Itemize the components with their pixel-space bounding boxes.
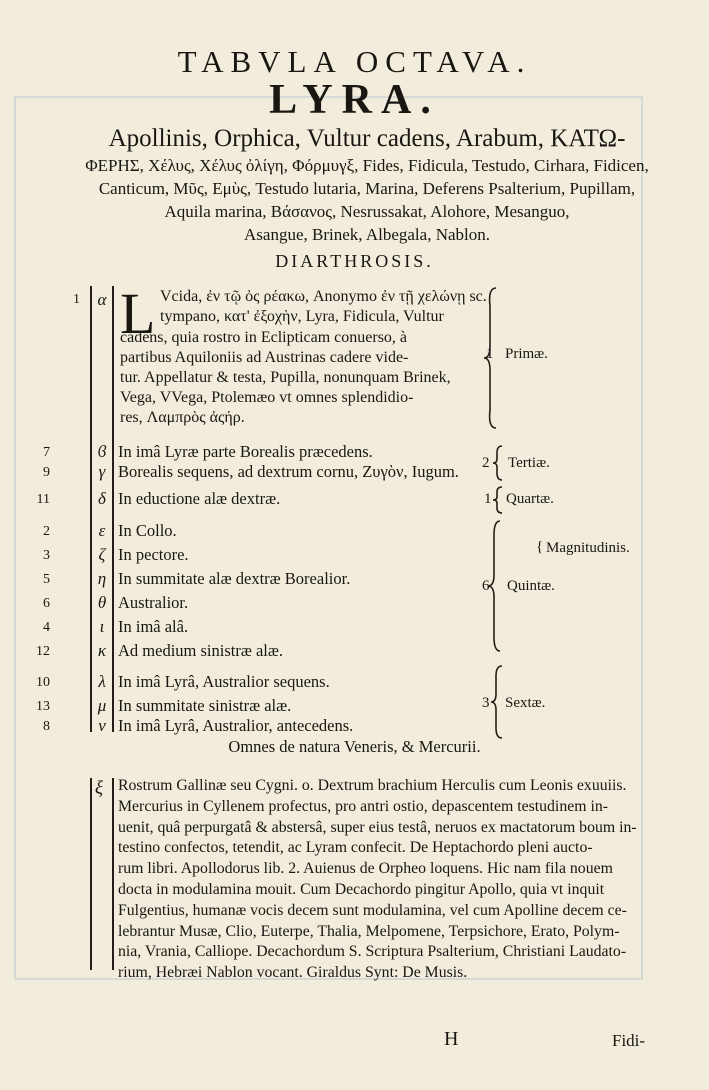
star-description: Borealis sequens, ad dextrum cornu, Ζυγὸν, Iugum. xyxy=(118,462,459,481)
commentary-paragraph xyxy=(118,776,658,984)
paragraph-line: Mercurius in Cyllenem profectus, pro antri ostio, depascentem testudinem in- xyxy=(118,797,609,815)
magnitude-brace xyxy=(488,519,508,653)
alpha-line: Vega, VVega, Ptolemæo vt omnes splendidio- xyxy=(120,389,414,406)
magnitude-brace xyxy=(492,486,506,514)
magnitude-count: 3 xyxy=(482,695,490,711)
alpha-line: tur. Appellatur & testa, Pupilla, nonunquam Brinek, xyxy=(120,369,451,386)
star-letter: ι xyxy=(99,617,105,636)
star-letter: ϐ xyxy=(97,442,107,461)
star-number: 1 xyxy=(73,292,80,307)
column-rule-right xyxy=(112,286,114,732)
paragraph-line: Rostrum Gallinæ seu Cygni. o. Dextrum brachium Herculis cum Leonis exuuiis. xyxy=(118,777,627,794)
column-rule-left-lower xyxy=(90,778,92,970)
drop-cap: L xyxy=(120,281,156,346)
star-description: In imâ alâ. xyxy=(118,617,189,636)
star-number: 9 xyxy=(43,465,50,480)
names-line: Asangue, Brinek, Albegala, Nablon. xyxy=(244,225,490,244)
star-letter: ε xyxy=(98,521,106,540)
paragraph-line: nia, Vrania, Calliope. Decachordum S. Scriptura Psalterium, Christiani Laudato- xyxy=(118,943,627,961)
magnitude-label: Quartæ. xyxy=(506,491,554,507)
star-description: In imâ Lyrâ, Australior, antecedens. xyxy=(118,716,354,735)
star-description: Ad medium sinistræ alæ. xyxy=(118,641,283,660)
star-description: In imâ Lyræ parte Borealis præcedens. xyxy=(118,442,373,461)
star-description: In eductione alæ dextræ. xyxy=(118,489,281,508)
paragraph-line: rium, Hebræi Nablon vocant. Giraldus Synt: De Musis. xyxy=(118,964,468,982)
star-letter: δ xyxy=(98,489,106,508)
star-letter: θ xyxy=(97,593,107,612)
magnitude-label: Tertiæ. xyxy=(508,455,550,471)
star-number: 8 xyxy=(43,719,50,734)
star-number: 7 xyxy=(43,445,50,460)
names-line: Aquila marina, Βάσανος, Nesrussakat, Alohore, Mesanguo, xyxy=(164,202,570,221)
star-letter: η xyxy=(97,569,107,588)
paragraph-line: rum libri. Apollodorus lib. 2. Auienus de Orpheo loquens. Hic nam fila nouem xyxy=(118,860,613,878)
catchword: Fidi- xyxy=(612,1031,646,1050)
star-description: In summitate alæ dextræ Borealior. xyxy=(118,569,351,588)
magnitude-label: Quintæ. xyxy=(507,578,555,594)
names-line: Canticum, Μῦς, Εμὺς, Testudo lutaria, Marina, Deferens Psalterium, Pupillam, xyxy=(98,179,636,198)
alpha-line: res, Λαμπρὸς ἀςήρ. xyxy=(120,409,245,426)
paragraph-line: testino confectos, tetendit, ac Lyram confecit. De Heptachordo pleni aucto- xyxy=(118,839,593,857)
magnitude-brace-open: { xyxy=(536,539,544,555)
star-number: 5 xyxy=(43,572,50,587)
paragraph-line: uenit, quâ perpurgatâ & abstersâ, super eius testâ, neruos ex mactatorum boum in- xyxy=(118,818,637,836)
star-letter: λ xyxy=(98,672,106,691)
nature-statement: Omnes de natura Veneris, & Mercurii. xyxy=(228,737,481,756)
star-letter: ν xyxy=(98,716,106,735)
star-number: 6 xyxy=(43,596,50,611)
star-number: 12 xyxy=(36,644,50,659)
alpha-line: Vcida, ἐν τῷ ὀς ρέακω, Anonymo ἐν τῇ χελώνῃ sc. xyxy=(160,288,487,305)
star-number: 3 xyxy=(43,548,50,563)
column-rule-right-lower xyxy=(112,778,114,970)
star-description: In imâ Lyrâ, Australior sequens. xyxy=(118,672,330,691)
alpha-line: partibus Aquiloniis ad Austrinas cadere vide- xyxy=(120,349,409,366)
alpha-line: cadens, quia rostro in Eclipticam conuerso, à xyxy=(120,329,408,346)
page-title: TABVLA OCTAVA. xyxy=(177,44,532,79)
names-line: ΦΕΡΗΣ, Χέλυς, Χέλυς ὀλίγη, Φόρμυγξ, Fides, Fidicula, Testudo, Cirhara, Fidicen, xyxy=(85,156,649,175)
star-letter: ζ xyxy=(98,545,106,564)
star-letter: κ xyxy=(97,641,107,660)
magnitude-brace xyxy=(492,445,506,481)
star-description: In summitate sinistræ alæ. xyxy=(118,696,292,715)
constellation-names xyxy=(52,124,682,246)
star-number: 13 xyxy=(36,699,50,714)
magnitude-count: 1 xyxy=(484,491,492,507)
star-letter: γ xyxy=(98,462,106,481)
magnitude-count: 2 xyxy=(482,455,490,471)
magnitude-label: Primæ. xyxy=(505,346,548,362)
paragraph-line: docta in modulamina mouit. Cum Decachordo pingitur Apollo, quia vt inquit xyxy=(118,880,605,898)
star-letter: μ xyxy=(97,696,107,715)
constellation-title: LYRA. xyxy=(269,77,440,123)
star-letter: α xyxy=(97,290,107,309)
section-heading: DIARTHROSIS. xyxy=(275,251,434,271)
paragraph-line: lebrantur Musæ, Clio, Euterpe, Thalia, Melpomene, Terpsichore, Erato, Polym- xyxy=(118,922,620,940)
names-line: Apollinis, Orphica, Vultur cadens, Arabum, ΚΑΤΩ- xyxy=(108,125,626,152)
magnitude-label: Sextæ. xyxy=(505,695,546,711)
star-description: In Collo. xyxy=(118,521,177,540)
signature-mark: H xyxy=(444,1028,459,1050)
magnitude-count: 1 xyxy=(486,346,494,362)
paragraph-line: Fulgentius, humanæ vocis decem sunt modulamina, vel cum Apolline decem ce- xyxy=(118,901,627,919)
magnitudinis-label: Magnitudinis. xyxy=(546,540,630,556)
star-number: 2 xyxy=(43,524,50,539)
column-rule-left xyxy=(90,286,92,732)
star-number: 4 xyxy=(43,620,50,635)
star-description: In pectore. xyxy=(118,545,189,564)
star-number: 10 xyxy=(36,675,50,690)
alpha-line: tympano, κατ' ἐξοχὴν, Lyra, Fidicula, Vultur xyxy=(160,308,444,325)
magnitude-count: 6 xyxy=(482,578,490,594)
star-number: 11 xyxy=(36,492,50,507)
star-description: Australior. xyxy=(118,593,189,612)
star-letter: ξ xyxy=(94,778,104,799)
